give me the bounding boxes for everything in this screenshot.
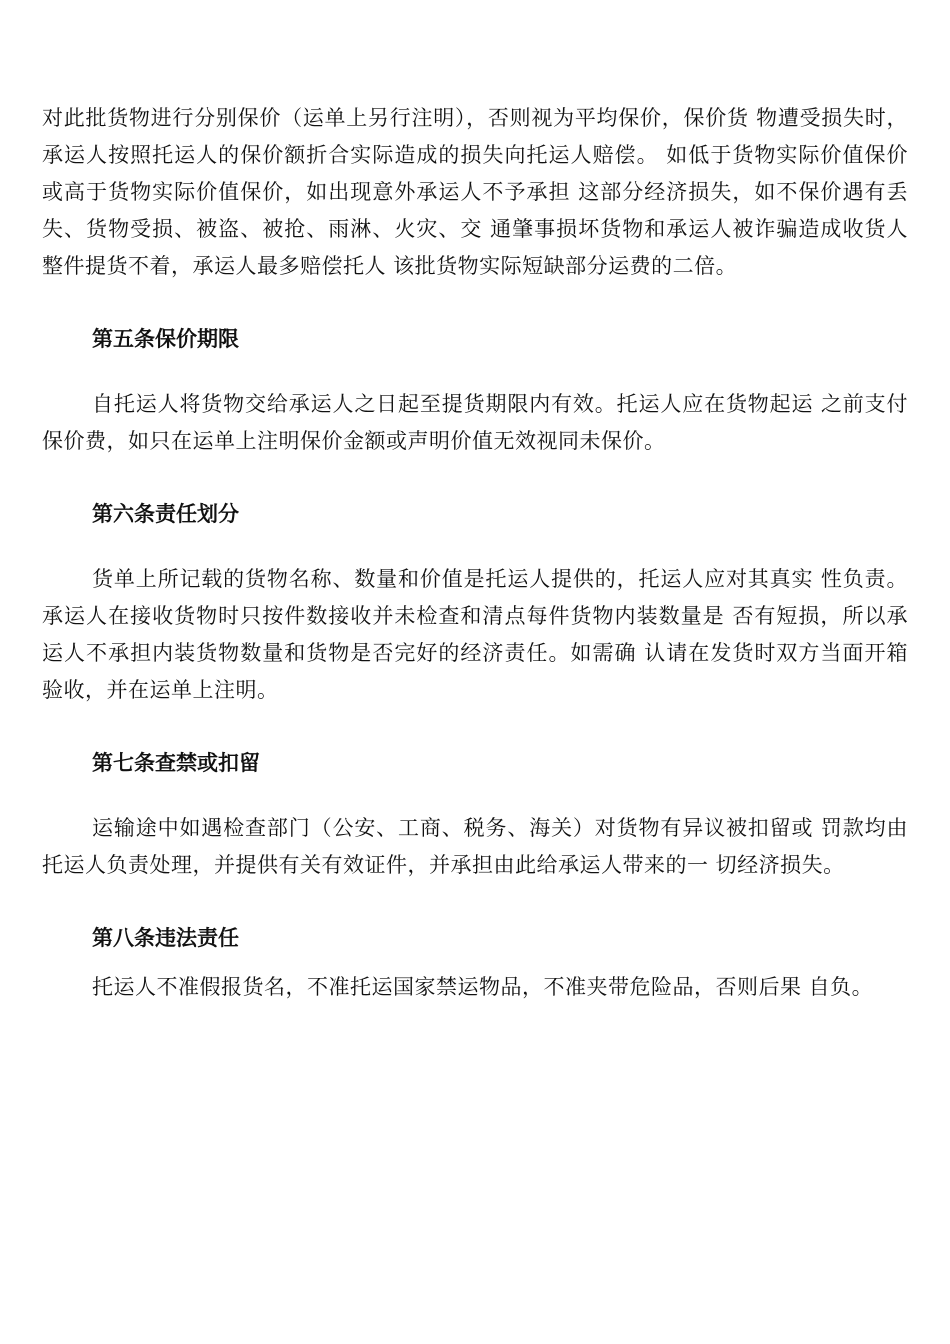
paragraph-article-7: 运输途中如遇检查部门（公安、工商、税务、海关）对货物有异议被扣留或 罚款均由托运人负责处理，并提供有关有效证件，并承担由此给承运人带来的一 切经济损失。 (42, 816, 908, 877)
paragraph-article-5: 自托运人将货物交给承运人之日起至提货期限内有效。托运人应在货物起运 之前支付保价费，如只在运单上注明保价金额或声明价值无效视同未保价。 (42, 392, 908, 453)
heading-article-5: 第五条保价期限 (92, 327, 239, 351)
heading-article-8: 第八条违法责任 (92, 926, 239, 950)
document-page (42, 100, 908, 1006)
paragraph-article-6: 货单上所记载的货物名称、数量和价值是托运人提供的，托运人应对其真实 性负责。承运人在接收货物时只按件数接收并未检查和清点每件货物内装数量是 否有短损，所以承运人不承担内装货物数量和货物是否完好的经济责任。如需确 认请在发货时双方当面开箱验收，并在运单上注明。 (42, 567, 908, 702)
paragraph-article-8: 托运人不准假报货名，不准托运国家禁运物品，不准夹带危险品，否则后果 自负。 (92, 975, 874, 999)
paragraph-insured-value-continued: 对此批货物进行分别保价（运单上另行注明），否则视为平均保价，保价货 物遭受损失时，承运人按照托运人的保价额折合实际造成的损失向托运人赔偿。 如低于货物实际价值保价或高于货物实际价值保价，如出现意外承运人不予承担 这部分经济损失，如不保价遇有丢失、货物受损、被盗、被抢、雨淋、火灾、交 通肇事损坏货物和承运人被诈骗造成收货人整件提货不着，承运人最多赔偿托人 该批货物实际短缺部分运费的二倍。 (42, 106, 908, 278)
heading-article-7: 第七条查禁或扣留 (92, 751, 260, 775)
heading-article-6: 第六条责任划分 (92, 502, 239, 526)
